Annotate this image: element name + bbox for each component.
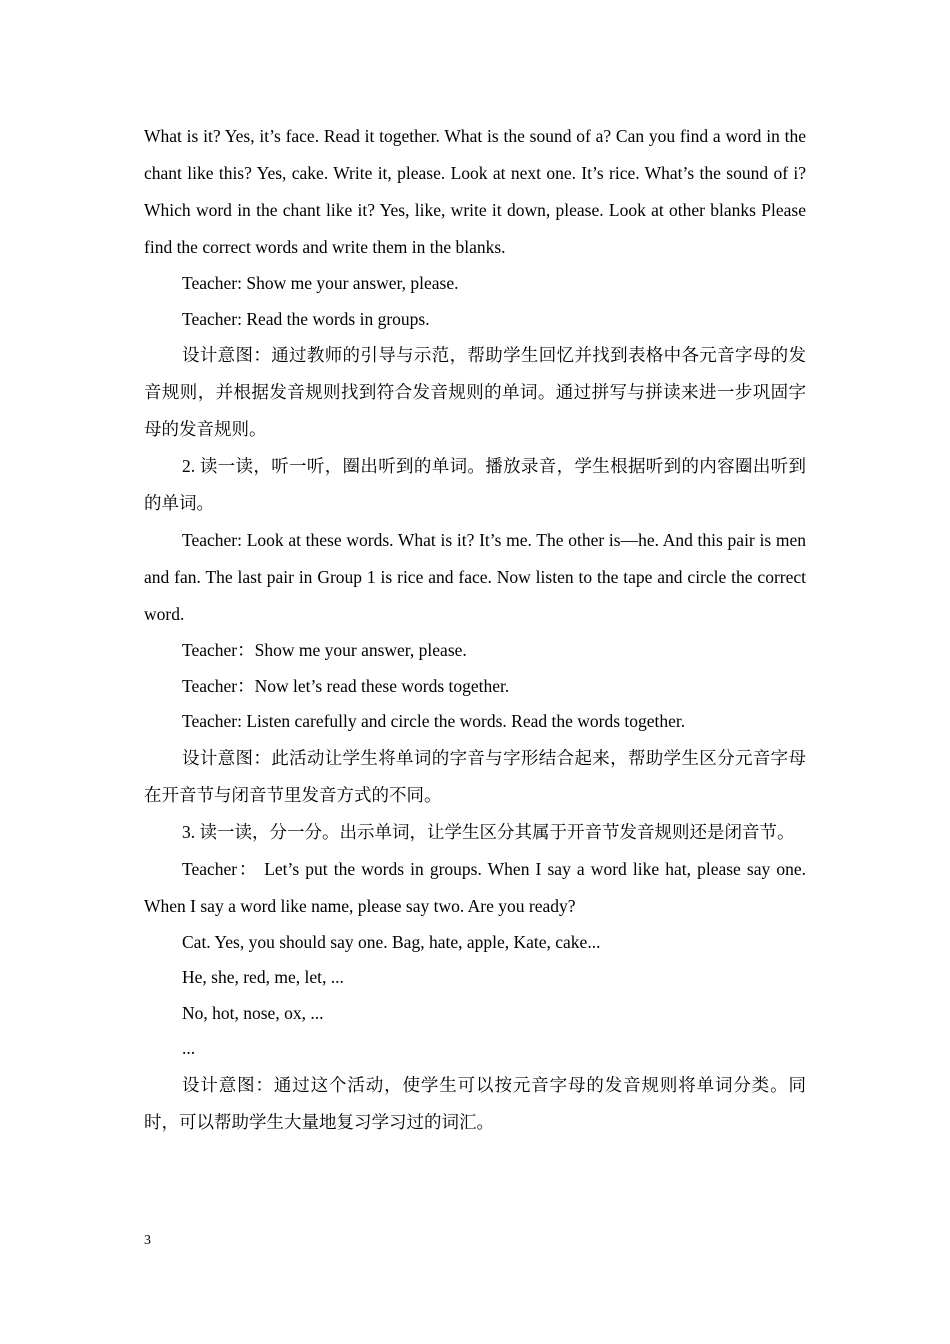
- paragraph-teacher-look-words: Teacher: Look at these words. What is it? It’s me. The other is—he. And this pair is men and fan. The last pair in Group 1 is rice and face. Now listen to the tape and circle the correct word.: [144, 530, 806, 624]
- paragraph-design-intent-3: 设计意图：通过这个活动，使学生可以按元音字母的发音规则将单词分类。同时，可以帮助学生大量地复习学习过的词汇。: [144, 1074, 806, 1132]
- paragraph-design-intent-1: 设计意图：通过教师的引导与示范，帮助学生回忆并找到表格中各元音字母的发音规则，并根据发音规则找到符合发音规则的单词。通过拼写与拼读来进一步巩固字母的发音规则。: [144, 345, 806, 439]
- paragraph-step-3: 3. 读一读，分一分。出示单词，让学生区分其属于开音节发音规则还是闭音节。: [182, 821, 795, 842]
- paragraph-step-2: 2. 读一读，听一听，圈出听到的单词。播放录音，学生根据听到的内容圈出听到的单词。: [144, 456, 806, 513]
- paragraph-teacher-show-answer: Teacher: Show me your answer, please.: [182, 273, 459, 293]
- paragraph-words-o: No, hot, nose, ox, ...: [182, 1002, 324, 1023]
- paragraph-ellipsis: ...: [182, 1038, 196, 1058]
- paragraph-words-a: Cat. Yes, you should say one. Bag, hate, apple, Kate, cake...: [182, 931, 601, 952]
- document-body: [144, 118, 806, 1141]
- paragraph-words-e: He, she, red, me, let, ...: [182, 967, 344, 987]
- paragraph-design-intent-2: 设计意图：此活动让学生将单词的字音与字形结合起来，帮助学生区分元音字母在开音节与闭音节里发音方式的不同。: [144, 747, 806, 805]
- page-number: 3: [144, 1233, 151, 1248]
- paragraph-teacher-groups: Teacher： Let’s put the words in groups. When I say a word like hat, please say one. When I say a word like name, please say two. Are you ready?: [144, 858, 806, 916]
- paragraph-teacher-read-together: Teacher：Now let’s read these words together.: [182, 675, 510, 696]
- paragraph-teacher-show-answer-2: Teacher：Show me your answer, please.: [182, 640, 467, 660]
- paragraph-teacher-read-groups: Teacher: Read the words in groups.: [182, 308, 430, 329]
- paragraph-intro: What is it? Yes, it’s face. Read it together. What is the sound of a? Can you find a word in the chant like this? Yes, cake. Write it, please. Look at next one. It’s rice. What’s the sound of i? Which word in the chant like it? Yes, like, write it down, please. Look at other blanks Please find the correct words and write them in the blanks.: [144, 126, 806, 257]
- paragraph-teacher-listen: Teacher: Listen carefully and circle the words. Read the words together.: [182, 711, 686, 731]
